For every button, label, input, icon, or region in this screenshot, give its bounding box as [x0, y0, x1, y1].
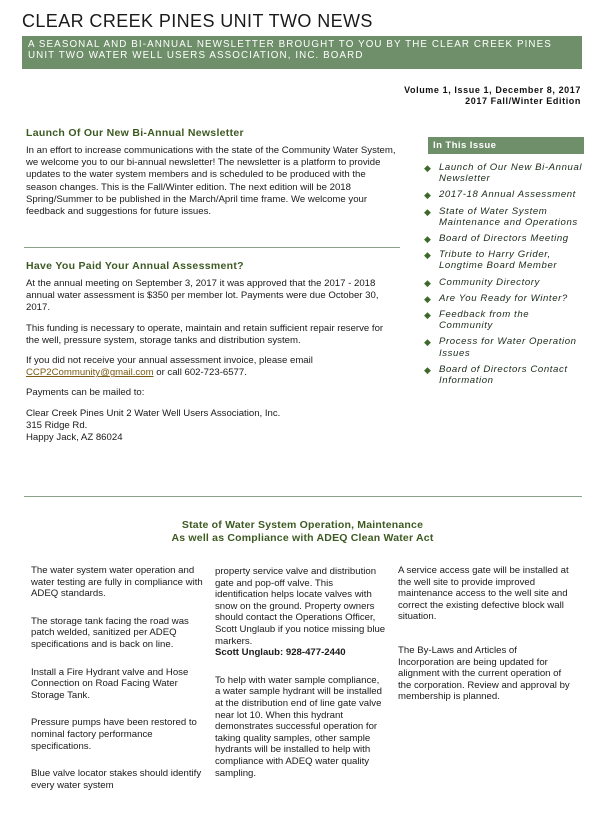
column-3-paragraph: The By-Laws and Articles of Incorporation are being updated for alignment with the current operation of the corporation. Review and approval by membership is planned. — [398, 644, 570, 703]
column-1-paragraph: The water system water operation and water testing are fully in compliance with ADEQ standards. — [31, 565, 203, 600]
column-1-paragraph: The storage tank facing the road was patch welded, sanitized per ADEQ specifications and is back on line. — [31, 615, 189, 650]
mailing-address-line-3: Happy Jack, AZ 86024 — [26, 432, 123, 444]
newsletter-title: CLEAR CREEK PINES UNIT TWO NEWS — [22, 11, 373, 31]
volume-line: Volume 1, Issue 1, December 8, 2017 — [404, 85, 581, 95]
contact-text-suffix: or call 602-723-6577. — [153, 367, 247, 379]
column-2-paragraph: To help with water sample compliance, a water sample hydrant will be installed at the distribution end of line gate valve near lot 10. When this hydrant demonstrates successful operation for taking quality samples, other sample hydrants will be installed to help with compliance with ADEQ water quality sampling. — [215, 674, 382, 779]
contact-text-prefix: If you did not receive your annual assessment invoice, please email — [26, 355, 313, 367]
sidebar-heading: In This Issue — [428, 137, 584, 154]
column-3 — [398, 565, 570, 719]
sidebar-item-label: Are You Ready for Winter? — [439, 292, 568, 304]
article-launch — [26, 127, 396, 226]
column-1 — [31, 565, 203, 807]
column-1-paragraph: Blue valve locator stakes should identify every water system — [31, 768, 202, 791]
sidebar-item-label: 2017-18 Annual Assessment — [439, 189, 576, 201]
sidebar-item — [424, 205, 584, 228]
article-assessment-heading: Have You Paid Your Annual Assessment? — [26, 260, 244, 272]
assessment-paragraph-3 — [26, 355, 396, 379]
sidebar-item — [424, 309, 584, 332]
sidebar-item — [424, 233, 584, 245]
article-launch-body: In an effort to increase communications with the state of the Community Water System, we welcome you to our bi-annual newsletter! The newsletter is a platform to provide updates to the water system members and is scheduled to be produced with the season changes. This is the Fall/Winter edition. The next edition will be 2018 Spring/Summer to be published in the March/April time frame. We welcome your feedback and suggestions for future issues. — [26, 145, 396, 218]
sidebar-item-label: Launch of Our New Bi-Annual Newsletter — [439, 162, 583, 185]
section-title — [0, 519, 605, 545]
diamond-bullet-icon: ◆ — [424, 364, 432, 375]
sidebar-item — [424, 162, 584, 185]
column-1-paragraph: Install a Fire Hydrant valve and Hose Connection on Road Facing Water Storage Tank. — [31, 666, 189, 701]
operations-contact — [215, 647, 387, 659]
column-1-paragraph: Pressure pumps have been restored to nominal factory performance specifications. — [31, 717, 197, 752]
diamond-bullet-icon: ◆ — [424, 190, 432, 201]
sidebar-item-label: Board of Directors Meeting — [439, 233, 569, 245]
contact-email-link[interactable]: CCP2Community@gmail.com — [26, 367, 154, 379]
diamond-bullet-icon: ◆ — [424, 277, 432, 288]
mailing-address-line-1: Clear Creek Pines Unit 2 Water Well Users Association, Inc. — [26, 407, 281, 419]
sidebar-item-label: Community Directory — [439, 276, 540, 288]
sidebar-item-label: Feedback from the Community — [439, 309, 530, 332]
diamond-bullet-icon: ◆ — [424, 293, 432, 304]
diamond-bullet-icon: ◆ — [424, 234, 432, 245]
sidebar-item — [424, 189, 584, 201]
diamond-bullet-icon: ◆ — [424, 206, 432, 217]
diamond-bullet-icon: ◆ — [424, 310, 432, 321]
article-launch-heading: Launch Of Our New Bi-Annual Newsletter — [26, 127, 244, 139]
sidebar-item — [424, 336, 584, 359]
diamond-bullet-icon: ◆ — [424, 337, 432, 348]
sidebar-item — [424, 363, 584, 387]
diamond-bullet-icon: ◆ — [424, 250, 432, 261]
operations-contact-text: Scott Unglaub: 928-477-2440 — [215, 647, 346, 659]
diamond-bullet-icon: ◆ — [424, 163, 432, 173]
assessment-paragraph-4: Payments can be mailed to: — [26, 387, 145, 399]
sidebar-item — [424, 292, 584, 304]
article-divider — [24, 247, 400, 248]
assessment-paragraph-2: This funding is necessary to operate, maintain and retain sufficient repair reserve for the well, pressure system, storage tanks and distribution system. — [26, 322, 384, 346]
sidebar-item-label: Board of Directors Contact Information — [439, 363, 568, 387]
issue-info — [404, 85, 581, 107]
sidebar-list — [424, 162, 584, 387]
column-2-paragraph: property service valve and distribution gate and pop-off valve. This identification helps locate valves with snow on the ground. Property owners should contact the Operations Officer, Scott Unglaub if you notice missing blue markers. — [215, 566, 386, 647]
sidebar-item — [424, 276, 584, 288]
edition-line: 2017 Fall/Winter Edition — [465, 96, 581, 106]
sidebar-item-label: State of Water System Maintenance and Operations — [439, 205, 578, 228]
sidebar-item-label: Process for Water Operation Issues — [439, 336, 577, 359]
column-2 — [215, 566, 387, 795]
newsletter-tagline: A SEASONAL AND BI-ANNUAL NEWSLETTER BROUGHT TO YOU BY THE CLEAR CREEK PINES UNIT TWO WATER WELL USERS ASSOCIATION, INC. BOARD — [22, 36, 582, 69]
sidebar-item — [424, 249, 584, 272]
in-this-issue-sidebar — [424, 137, 584, 463]
column-3-paragraph: A service access gate will be installed at the well site to provide improved maintenance access to the well site and correct the existing defective block wall situation. — [398, 565, 569, 623]
article-assessment — [26, 260, 396, 444]
section-title-line-1: State of Water System Operation, Maintenance — [181, 519, 424, 531]
section-divider — [24, 496, 582, 497]
mailing-address-line-2: 315 Ridge Rd. — [26, 419, 88, 431]
section-title-line-2: As well as Compliance with ADEQ Clean Water Act — [171, 532, 434, 544]
sidebar-item-label: Tribute to Harry Grider, Longtime Board Member — [439, 249, 558, 272]
assessment-paragraph-1: At the annual meeting on September 3, 2017 it was approved that the 2017 - 2018 annual water assessment is $350 per member lot. Payments were due October 30, 2017. — [26, 278, 379, 314]
